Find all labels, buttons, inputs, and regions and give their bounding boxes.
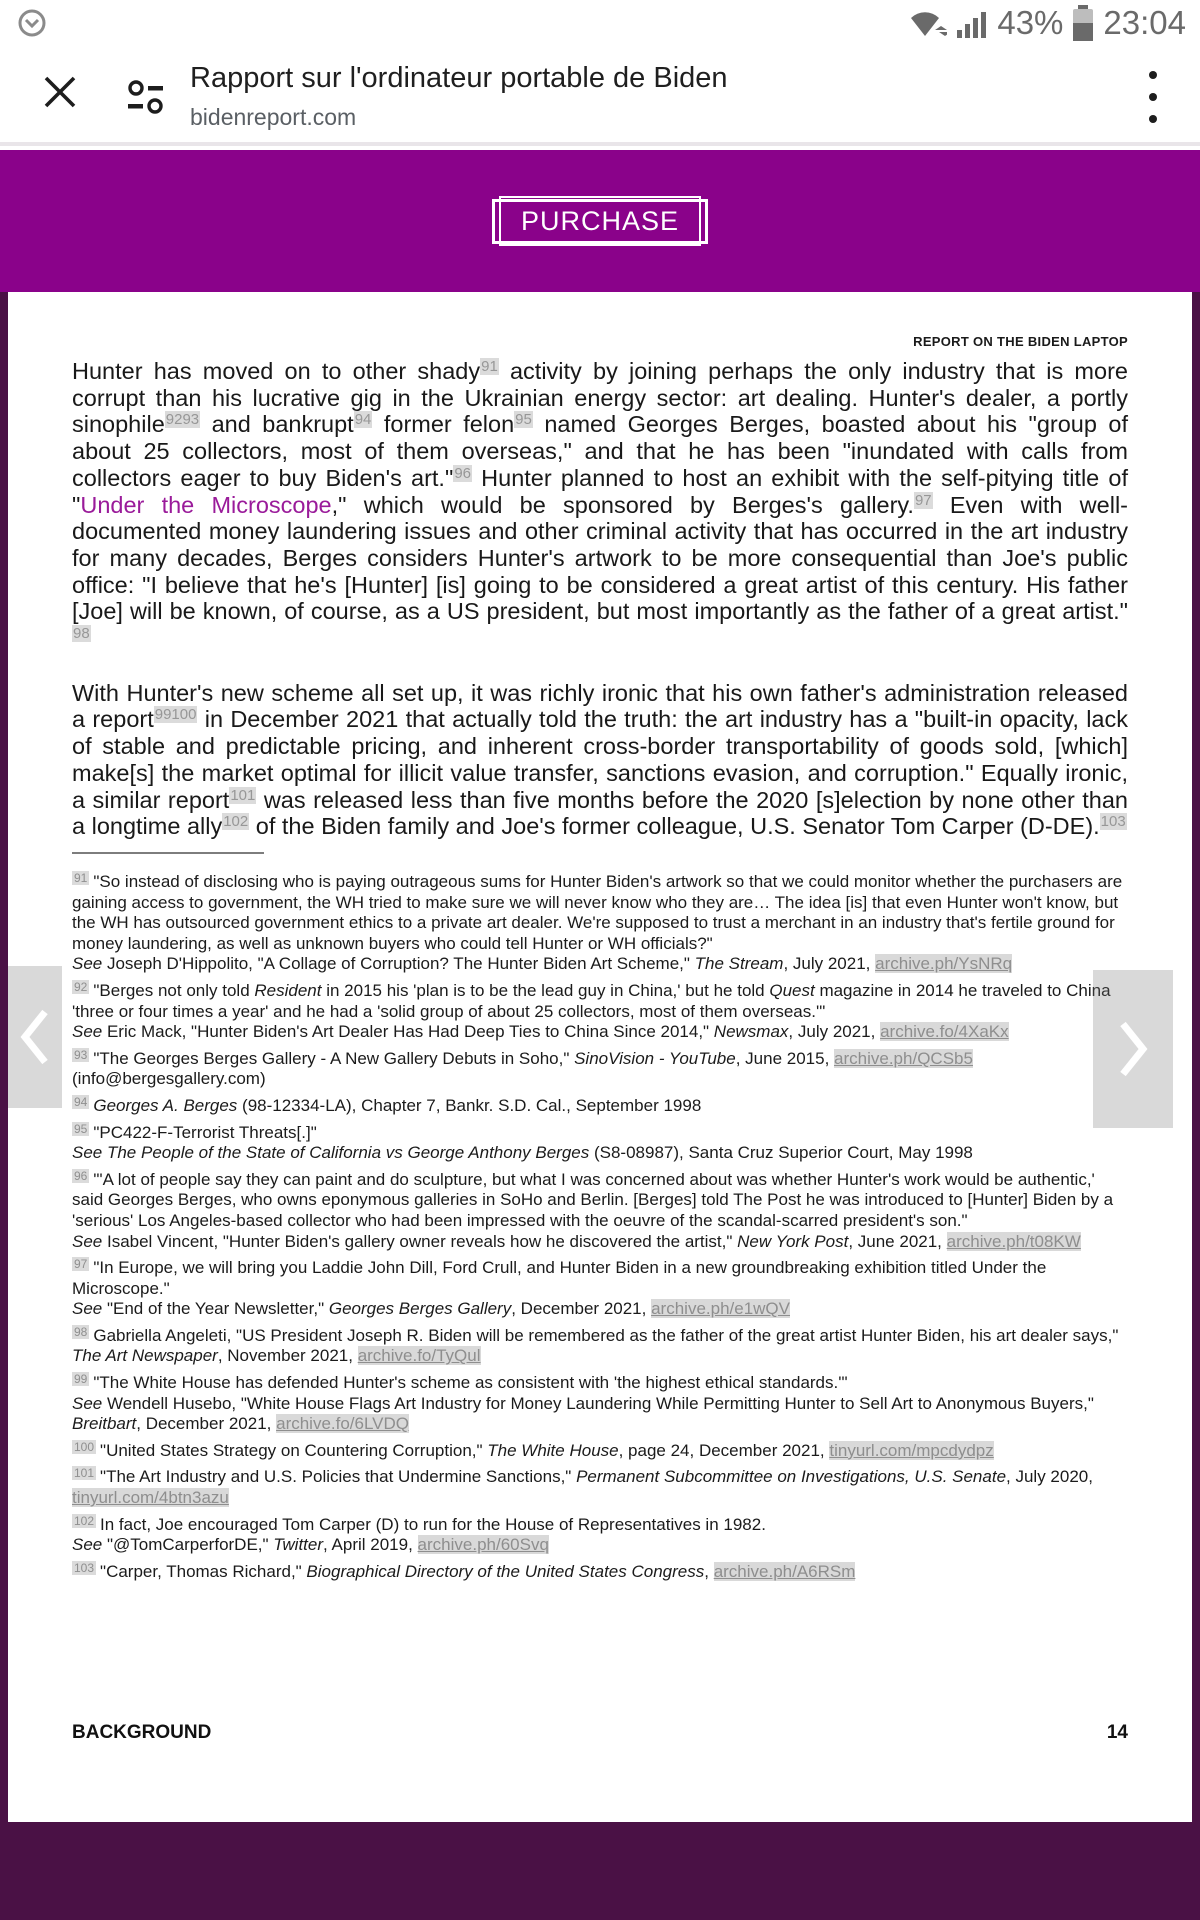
footnote [72, 1373, 1128, 1435]
archive-link[interactable]: archive.ph/A6RSm [713, 1561, 856, 1581]
footnote-ref[interactable]: 9293 [165, 411, 200, 429]
footnote-text: "So instead of disclosing who is paying outrageous sums for Hunter Biden's artwork so that we could monitor whether the purchasers are gaining access to government, the WH tried to make sure we will never know who they are… The idea [is] that even Hunter won't know, but the WH has outsourced government ethics to a private art dealer. We're supposed to trust a merchant in an industry that's fertile ground for money laundering, as well as unknown buyers who could tell Hunter or WH officials?" See Joseph D'Hippolito, "A Collage of Corruption? The Hunter Biden Art Scheme," The Stream, July 2021, archive.ph/YsNRq [72, 872, 1123, 974]
battery-icon [1071, 3, 1095, 43]
footnote [72, 981, 1128, 1043]
footnote-text: In fact, Joe encouraged Tom Carper (D) to run for the House of Representatives in 1982. See "@TomCarperforDE," Twitter, April 2019, archive.ph/60Svq [72, 1514, 766, 1555]
browser-toolbar [0, 46, 1200, 146]
document-body [72, 358, 1128, 868]
archive-link[interactable]: archive.ph/YsNRq [875, 954, 1013, 974]
footnote-number[interactable]: 98 [74, 1324, 88, 1339]
footnote-number[interactable]: 97 [74, 1257, 88, 1272]
close-icon[interactable] [40, 72, 80, 112]
footnote [72, 1096, 1128, 1117]
footnote-text: "The White House has defended Hunter's scheme as consistent with 'the highest ethical standards.'" See Wendell Husebo, "White House Flags Art Industry for Money Laundering While Permitting Hunter to Sell Art to Anonymous Buyers," Breitbart, December 2021, archive.fo/6LVDQ [72, 1373, 1094, 1434]
archive-link[interactable]: tinyurl.com/mpcdydpz [829, 1440, 994, 1460]
footnote [72, 872, 1128, 975]
footnote-text: "Carper, Thomas Richard," Biographical Directory of the United States Congress, archive.ph/A6RSm [100, 1561, 856, 1581]
archive-link[interactable]: archive.fo/6LVDQ [276, 1414, 410, 1434]
footnote [72, 1326, 1128, 1367]
purchase-button[interactable] [492, 199, 708, 244]
footnote-number[interactable]: 92 [74, 979, 88, 994]
footnote-ref[interactable]: 96 [454, 464, 471, 482]
overflow-menu-icon[interactable] [1148, 71, 1158, 123]
footnote [72, 1515, 1128, 1556]
chevron-left-icon [18, 1006, 52, 1068]
page-title: Rapport sur l'ordinateur portable de Biden [190, 62, 728, 94]
footnote-number[interactable]: 95 [74, 1121, 88, 1136]
footnote-ref[interactable]: 91 [481, 358, 498, 375]
footnote-text: "United States Strategy on Countering Corruption," The White House, page 24, December 2021, tinyurl.com/mpcdydpz [100, 1440, 994, 1460]
running-header: REPORT ON THE BIDEN LAPTOP [913, 334, 1128, 349]
footnote-ref[interactable]: 97 [914, 491, 932, 509]
footnote-separator [72, 852, 264, 854]
archive-link[interactable]: archive.fo/TyQul [357, 1346, 481, 1366]
footnote-text: "The Georges Berges Gallery - A New Gallery Debuts in Soho," SinoVision - YouTube, June 2015, archive.ph/QCSb5 (info@bergesgallery.com) [72, 1048, 973, 1089]
document-page [8, 292, 1192, 1822]
cell-signal-icon [955, 6, 989, 40]
archive-link[interactable]: archive.ph/QCSb5 [834, 1048, 973, 1068]
archive-link[interactable]: archive.ph/e1wQV [651, 1299, 790, 1319]
footnote-number[interactable]: 96 [74, 1168, 88, 1183]
purchase-banner [0, 150, 1200, 292]
footnote-text: "PC422-F-Terrorist Threats[.]" See The People of the State of California vs George Anthony Berges (S8-08987), Santa Cruz Superior Court, May 1998 [72, 1122, 973, 1163]
footnotes [72, 872, 1128, 1588]
footnote [72, 1123, 1128, 1164]
notification-circle-chevron-icon [16, 7, 48, 44]
footnote [72, 1170, 1128, 1252]
footnote-ref[interactable]: 103 [1100, 813, 1126, 831]
clock-label: 23:04 [1103, 4, 1186, 41]
status-bar [0, 0, 1200, 46]
footnote-number[interactable]: 100 [74, 1439, 95, 1454]
footnote-text: "In Europe, we will bring you Laddie John Dill, Ford Crull, and Hunter Biden in a new groundbreaking exhibition titled Under the Microscope." See "End of the Year Newsletter," Georges Berges Gallery, December 2021, archive.ph/e1wQV [72, 1258, 1047, 1319]
footnote-number[interactable]: 99 [74, 1372, 88, 1387]
chevron-right-icon [1116, 1018, 1150, 1080]
footnote-text: "Berges not only told Resident in 2015 his 'plan is to be the lead guy in China,' but he told Quest magazine in 2014 he traveled to China 'three or four times a year' and he had a 'solid group of about 25 collectors, most of them overseas.'" See Eric Mack, "Hunter Biden's Art Dealer Has Had Deep Ties to China Since 2014," Newsmax, July 2021, archive.fo/4XaKx [72, 980, 1111, 1042]
footnote-ref[interactable]: 99100 [154, 706, 197, 724]
footnote-text: Georges A. Berges (98-12334-LA), Chapter 7, Bankr. S.D. Cal., September 1998 [93, 1095, 702, 1115]
footnote-ref[interactable]: 98 [73, 625, 90, 643]
footnote-ref[interactable]: 95 [515, 411, 532, 429]
prev-page-button[interactable] [8, 966, 62, 1108]
page-number: 14 [1106, 1722, 1128, 1743]
footnote [72, 1467, 1128, 1508]
footnote-number[interactable]: 91 [74, 871, 88, 885]
archive-link[interactable]: archive.fo/4XaKx [880, 1022, 1009, 1042]
battery-percent-label: 43% [997, 4, 1064, 41]
footnote-text: Gabriella Angeleti, "US President Joseph R. Biden will be remembered as the father of the great artist Hunter Biden, his art dealer says," The Art Newspaper, November 2021, archive.fo/TyQul [72, 1325, 1119, 1366]
paragraph: With Hunter's new scheme all set up, it was richly ironic that his own father's administration released a report99100 in December 2021 that actually told the truth: the art industry has a "built-in opacity, lack of stable and predictable pricing, and inherent cross-border transportability of goods sold, [which] make[s] the market optimal for illicit value transfer, sanctions evasion, and corruption." Equally ironic, a similar report101 was released less than five months before the 2020 [s]election by none other than a longtime ally102 of the Biden family and Joe's former colleague, U.S. Senator Tom Carper (D-DE).103 [72, 679, 1128, 840]
footnote-ref[interactable]: 101 [230, 786, 256, 804]
footnote-number[interactable]: 101 [74, 1466, 95, 1481]
paragraph: Hunter has moved on to other shady91 activity by joining perhaps the only industry that is more corrupt than his lucrative gig in the Ukrainian energy sector: art dealing. Hunter's dealer, a portly sinophile9293 and bankrupt94 former felon95 named Georges Berges, boasted about his "group of about 25 collectors, most of them overseas," and that he has been "inundated with calls from collectors eager to buy Biden's art."96 Hunter planned to host an exhibit with the self-pitying title of "Under the Microscope," which would be sponsored by Berges's gallery.97 Even with well-documented money laundering issues and other criminal activity that has occurred in the art industry for many decades, Berges considers Hunter's artwork to be more consequential than Joe's public office: "I believe that he's [Hunter] [is] going to be considered a great artist of this century. His father [Joe] will be known, of course, as a US president, but most importantly as the father of a great artist."98 [72, 358, 1129, 643]
purchase-button-label: PURCHASE [499, 196, 701, 246]
footnote [72, 1562, 1128, 1583]
archive-link[interactable]: archive.ph/t08KW [946, 1231, 1081, 1251]
footnote-number[interactable]: 102 [74, 1513, 95, 1528]
footnote-ref[interactable]: 102 [223, 813, 249, 831]
tune-icon[interactable] [124, 76, 168, 120]
wifi-icon [907, 6, 947, 40]
section-footer: BACKGROUND [72, 1722, 212, 1743]
next-page-button[interactable] [1093, 970, 1173, 1128]
footnote [72, 1049, 1128, 1090]
archive-link[interactable]: archive.ph/60Svq [417, 1535, 549, 1555]
archive-link[interactable]: tinyurl.com/4btn3azu [72, 1488, 229, 1508]
footnote [72, 1441, 1128, 1462]
footnote [72, 1258, 1128, 1320]
footnote-number[interactable]: 93 [74, 1047, 88, 1062]
footnote-ref[interactable]: 94 [354, 411, 372, 429]
page-url: bidenreport.com [190, 104, 357, 130]
footnote-number[interactable]: 103 [74, 1560, 95, 1575]
footnote-text: "'A lot of people say they can paint and do sculpture, but what I was concerned about was whether Hunter's work would be authentic,' said Georges Berges, who owns eponymous galleries in SoHo and Berlin. [Berges] told The Post he was introduced to [Hunter] Biden by a 'serious' Los Angeles-based collector who had been impressed with the oeuvre of the scandal-scarred president's son." See Isabel Vincent, "Hunter Biden's gallery owner reveals how he discovered the artist," New York Post, June 2021, archive.ph/t08KW [72, 1169, 1114, 1251]
footnote-number[interactable]: 94 [74, 1094, 88, 1109]
inline-link[interactable]: Under the Microscope [80, 491, 332, 518]
footnote-text: "The Art Industry and U.S. Policies that Undermine Sanctions," Permanent Subcommittee on Investigations, U.S. Senate, July 2020, tinyurl.com/4btn3azu [72, 1467, 1093, 1508]
